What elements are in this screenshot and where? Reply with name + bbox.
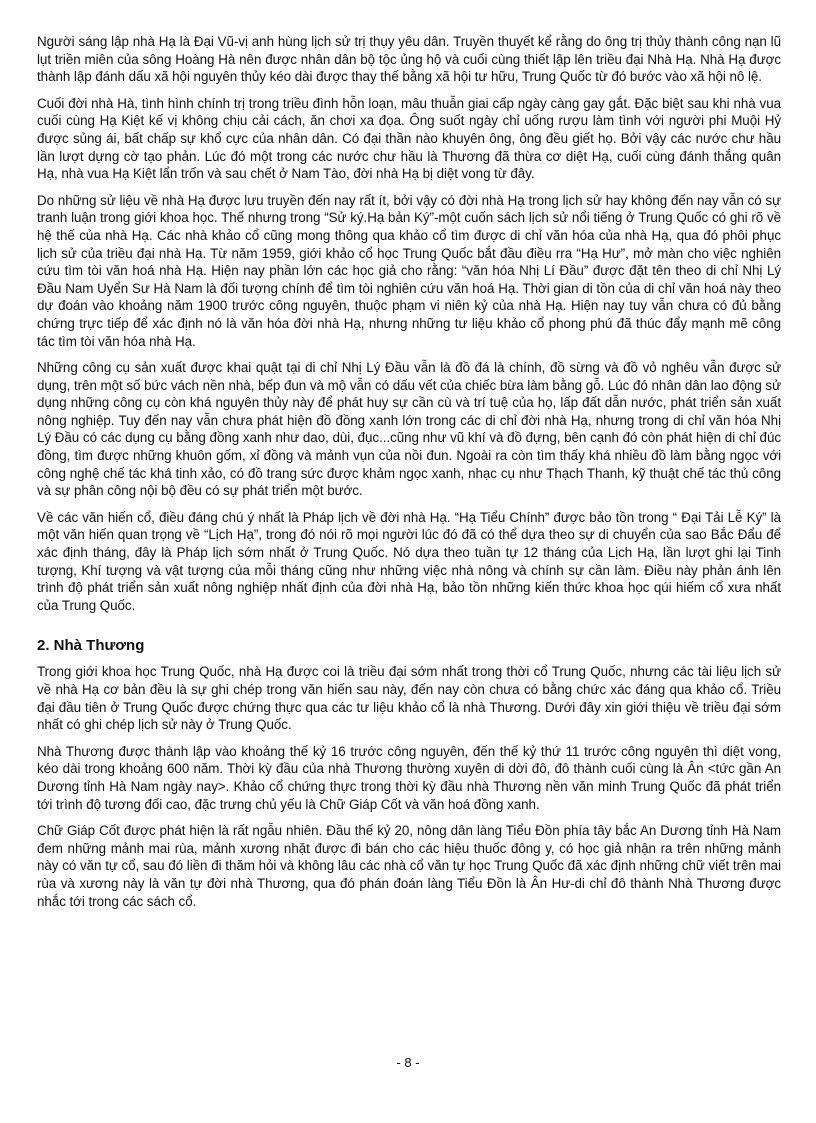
paragraph-ha-decline: Cuối đời nhà Hà, tình hình chính trị trong triều đình hỗn loạn, mâu thuẫn giai cấp ngày càng gay gắt. Đặc biệt sau khi nhà vua cuối cùng Hạ Kiệt kế vị không chịu cải cách, ăn chơi xa đọa. Ông suốt ngày chỉ uống rượu làm tình với người phi Muội Hỷ được sủng ái, bất chấp sự khổ cực của nhân dân. Có đại thần nào khuyên ông, ông đều giết họ. Bởi vậy các nước chư hầu lần lượt dựng cờ tạo phản. Lúc đó một trong các nước chư hầu là Thương đã thừa cơ diệt Hạ, cuối cùng đánh thắng quân Hạ, nhà vua Hạ Kiệt lẩn trốn và sau chết ở Nam Tào, đời nhà Hạ bị diệt vong từ đây.	[37, 95, 781, 182]
document-page	[37, 33, 781, 919]
paragraph-oracle-bones: Chữ Giáp Cốt được phát hiện là rất ngẫu nhiên. Đầu thế kỷ 20, nông dân làng Tiểu Đồn phía tây bắc An Dương tỉnh Hà Nam đem những mảnh mai rùa, mảnh xương nhặt được đi bán cho các hiệu thuốc đông y, có học giả nhận ra trên những mảnh này có văn tự cổ, sau đó liền đi thăm hỏi và không lâu các nhà cổ văn tự học Trung Quốc đã xác định những chữ viết trên mai rùa và xương này là văn tự đời nhà Thương, qua đó phán đoán làng Tiểu Đồn là Ân Hư-di chỉ đô thành Nhà Thương được nhắc tới trong các sách cổ.	[37, 823, 781, 909]
paragraph-shang-founding: Nhà Thương được thành lập vào khoảng thế kỷ 16 trước công nguyên, đến thế kỷ thứ 11 trước công nguyên thì diệt vong, kéo dài trong khoảng 600 năm. Thời kỳ đầu của nhà Thương thường xuyên di dời đô, đô thành cuối cùng là Ân <tức gần An Dương tỉnh Hà Nam ngày nay>. Khảo cổ chứng thực trong thời kỳ đầu nhà Thương nền văn minh Trung Quốc đã phát triển tới trình độ tương đối cao, đặc trưng chủ yếu là Chữ Giáp Cốt và văn hoá đồng xanh.	[37, 743, 781, 812]
section-heading-shang: 2. Nhà Thương	[37, 637, 145, 655]
paragraph-ha-calendar: Về các văn hiến cổ, điều đáng chú ý nhất là Pháp lịch về đời nhà Hạ. “Hạ Tiểu Chính” được bảo tồn trong “ Đại Tải Lễ Ký” là một văn hiến quan trọng về “Lịch Hạ”, trong đó nói rõ mọi người lúc đó đã có thể dựa theo sự di chuyển của sao Bắc Đẩu để xác định tháng, đây là Pháp lịch sớm nhất ở Trung Quốc. Nó dựa theo tuần tự 12 tháng của Lịch Hạ, lần lượt ghi lại Tinh tượng, Khí tượng và vật tượng của mỗi tháng cũng như những việc nhà nông và chính sự cần làm. Điều này phản ánh lên trình độ phát triển sản xuất nông nghiệp nhất định của đời nhà Hạ, bảo tồn những kiến thức khoa học qúi hiếm cổ xưa nhất của Trung Quốc.	[37, 509, 781, 613]
paragraph-ha-founding: Người sáng lập nhà Hạ là Đại Vũ-vị anh hùng lịch sử trị thụy yêu dân. Truyền thuyết kể rằng do ông trị thủy thành công nạn lũ lụt triền miên của sông Hoàng Hà nên được nhân dân bộ tộc ủng hộ và cuối cùng thiết lập lên triều đại Nhà Hạ. Nhà Hạ được thành lập đánh dấu xã hội nguyên thủy kéo dài được thay thế bằng xã hội tư hữu, Trung Quốc từ đó bước vào xã hội nô lệ.	[37, 34, 781, 85]
paragraph-ha-sources: Do những sử liệu về nhà Hạ được lưu truyền đến nay rất ít, bởi vậy có đời nhà Hạ trong lịch sử hay không đến nay vẫn có sự tranh luận trong giới khoa học. Thế nhưng trong “Sử ký.Hạ bản Ký”-một cuốn sách lịch sử nổi tiếng ở Trung Quốc có ghi rõ về hệ thế của nhà Hạ. Các nhà khảo cổ cũng mong thông qua khảo cổ tìm được di chỉ văn hóa của nhà Hạ, qua đó phôi phục lịch sử của triều đại nhà Hạ. Từ năm 1959, giới khảo cổ học Trung Quốc bắt đầu điều rra “Hạ Hư”, mở màn cho việc nghiên cứu tìm tòi văn hoá nhà Hạ. Hiện nay phần lớn các học giả cho rằng: “văn hóa Nhị Lí Đầu” được đặt tên theo di chỉ Nhị Lý Đầu Nam Uyển Sư Hà Nam là đối tượng chính để tìm tòi nghiên cứu văn hoá Hạ. Thời gian di tồn của di chỉ văn hoá này theo dự đoán vào khoảng năm 1900 trước công nguyên, thuộc phạm vi niên kỷ của nhà Hạ. Hiện nay tuy vẫn chưa có đủ bằng chứng trực tiếp để xác định nó là văn hóa đời nhà Hạ, nhưng những tư liệu khảo cổ phong phú đã thúc đẩy mạnh mẽ công tác tìm tòi văn hóa nhà Hạ.	[37, 192, 781, 349]
paragraph-shang-intro: Trong giới khoa học Trung Quốc, nhà Hạ được coi là triều đại sớm nhất trong thời cổ Trung Quốc, nhưng các tài liệu lịch sử về nhà Hạ cơ bản đều là sự ghi chép trong văn hiến sau này, đến nay còn chưa có bằng chức xác đáng qua khảo cổ. Triều đại đầu tiên ở Trung Quốc được chứng thực qua các tư liệu khảo cổ là nhà Thương. Dưới đây xin giới thiệu về triều đại sớm nhất có ghi chép lịch sử này ở Trung Quốc.	[37, 664, 781, 733]
paragraph-ha-tools: Những công cụ sản xuất được khai quật tại di chỉ Nhị Lý Đầu vẫn là đồ đá là chính, đồ sừng và đồ vỏ nghêu vẫn được sử dụng, trên một số bức vách nền nhà, bếp đun và mộ vẫn có dấu vết của chiếc bừa làm bằng gỗ. Lúc đó nhân dân lao động sử dụng những công cụ còn khá nguyên thủy này để phát huy sự cần cù và trí tuệ của họ, lấp đất dẫn nước, phát triển sản xuất nông nghiệp. Tuy đến nay vẫn chưa phát hiện đồ đồng xanh lớn trong các di chỉ đời nhà Hạ, nhưng trong di chỉ văn hóa Nhị Lý Đầu có các dụng cụ bằng đồng xanh như dao, dùi, đục...cũng như vũ khí và đồ đựng, bên cạnh đó còn phát hiện di chỉ đúc đồng, tìm được những khuôn gốm, xỉ đồng và mảnh vụn của nồi đun. Ngoài ra còn tìm thấy khá nhiều đồ làm bằng ngọc với công nghệ chế tác khá tinh xảo, có đồ trang sức được khảm ngọc xanh, nhạc cụ như Thạch Thanh, kỹ thuật chế tác thủ công và sự phân công nội bộ đều có sự phát triển một bước.	[37, 360, 781, 499]
page-number: - 8 -	[396, 1055, 420, 1070]
